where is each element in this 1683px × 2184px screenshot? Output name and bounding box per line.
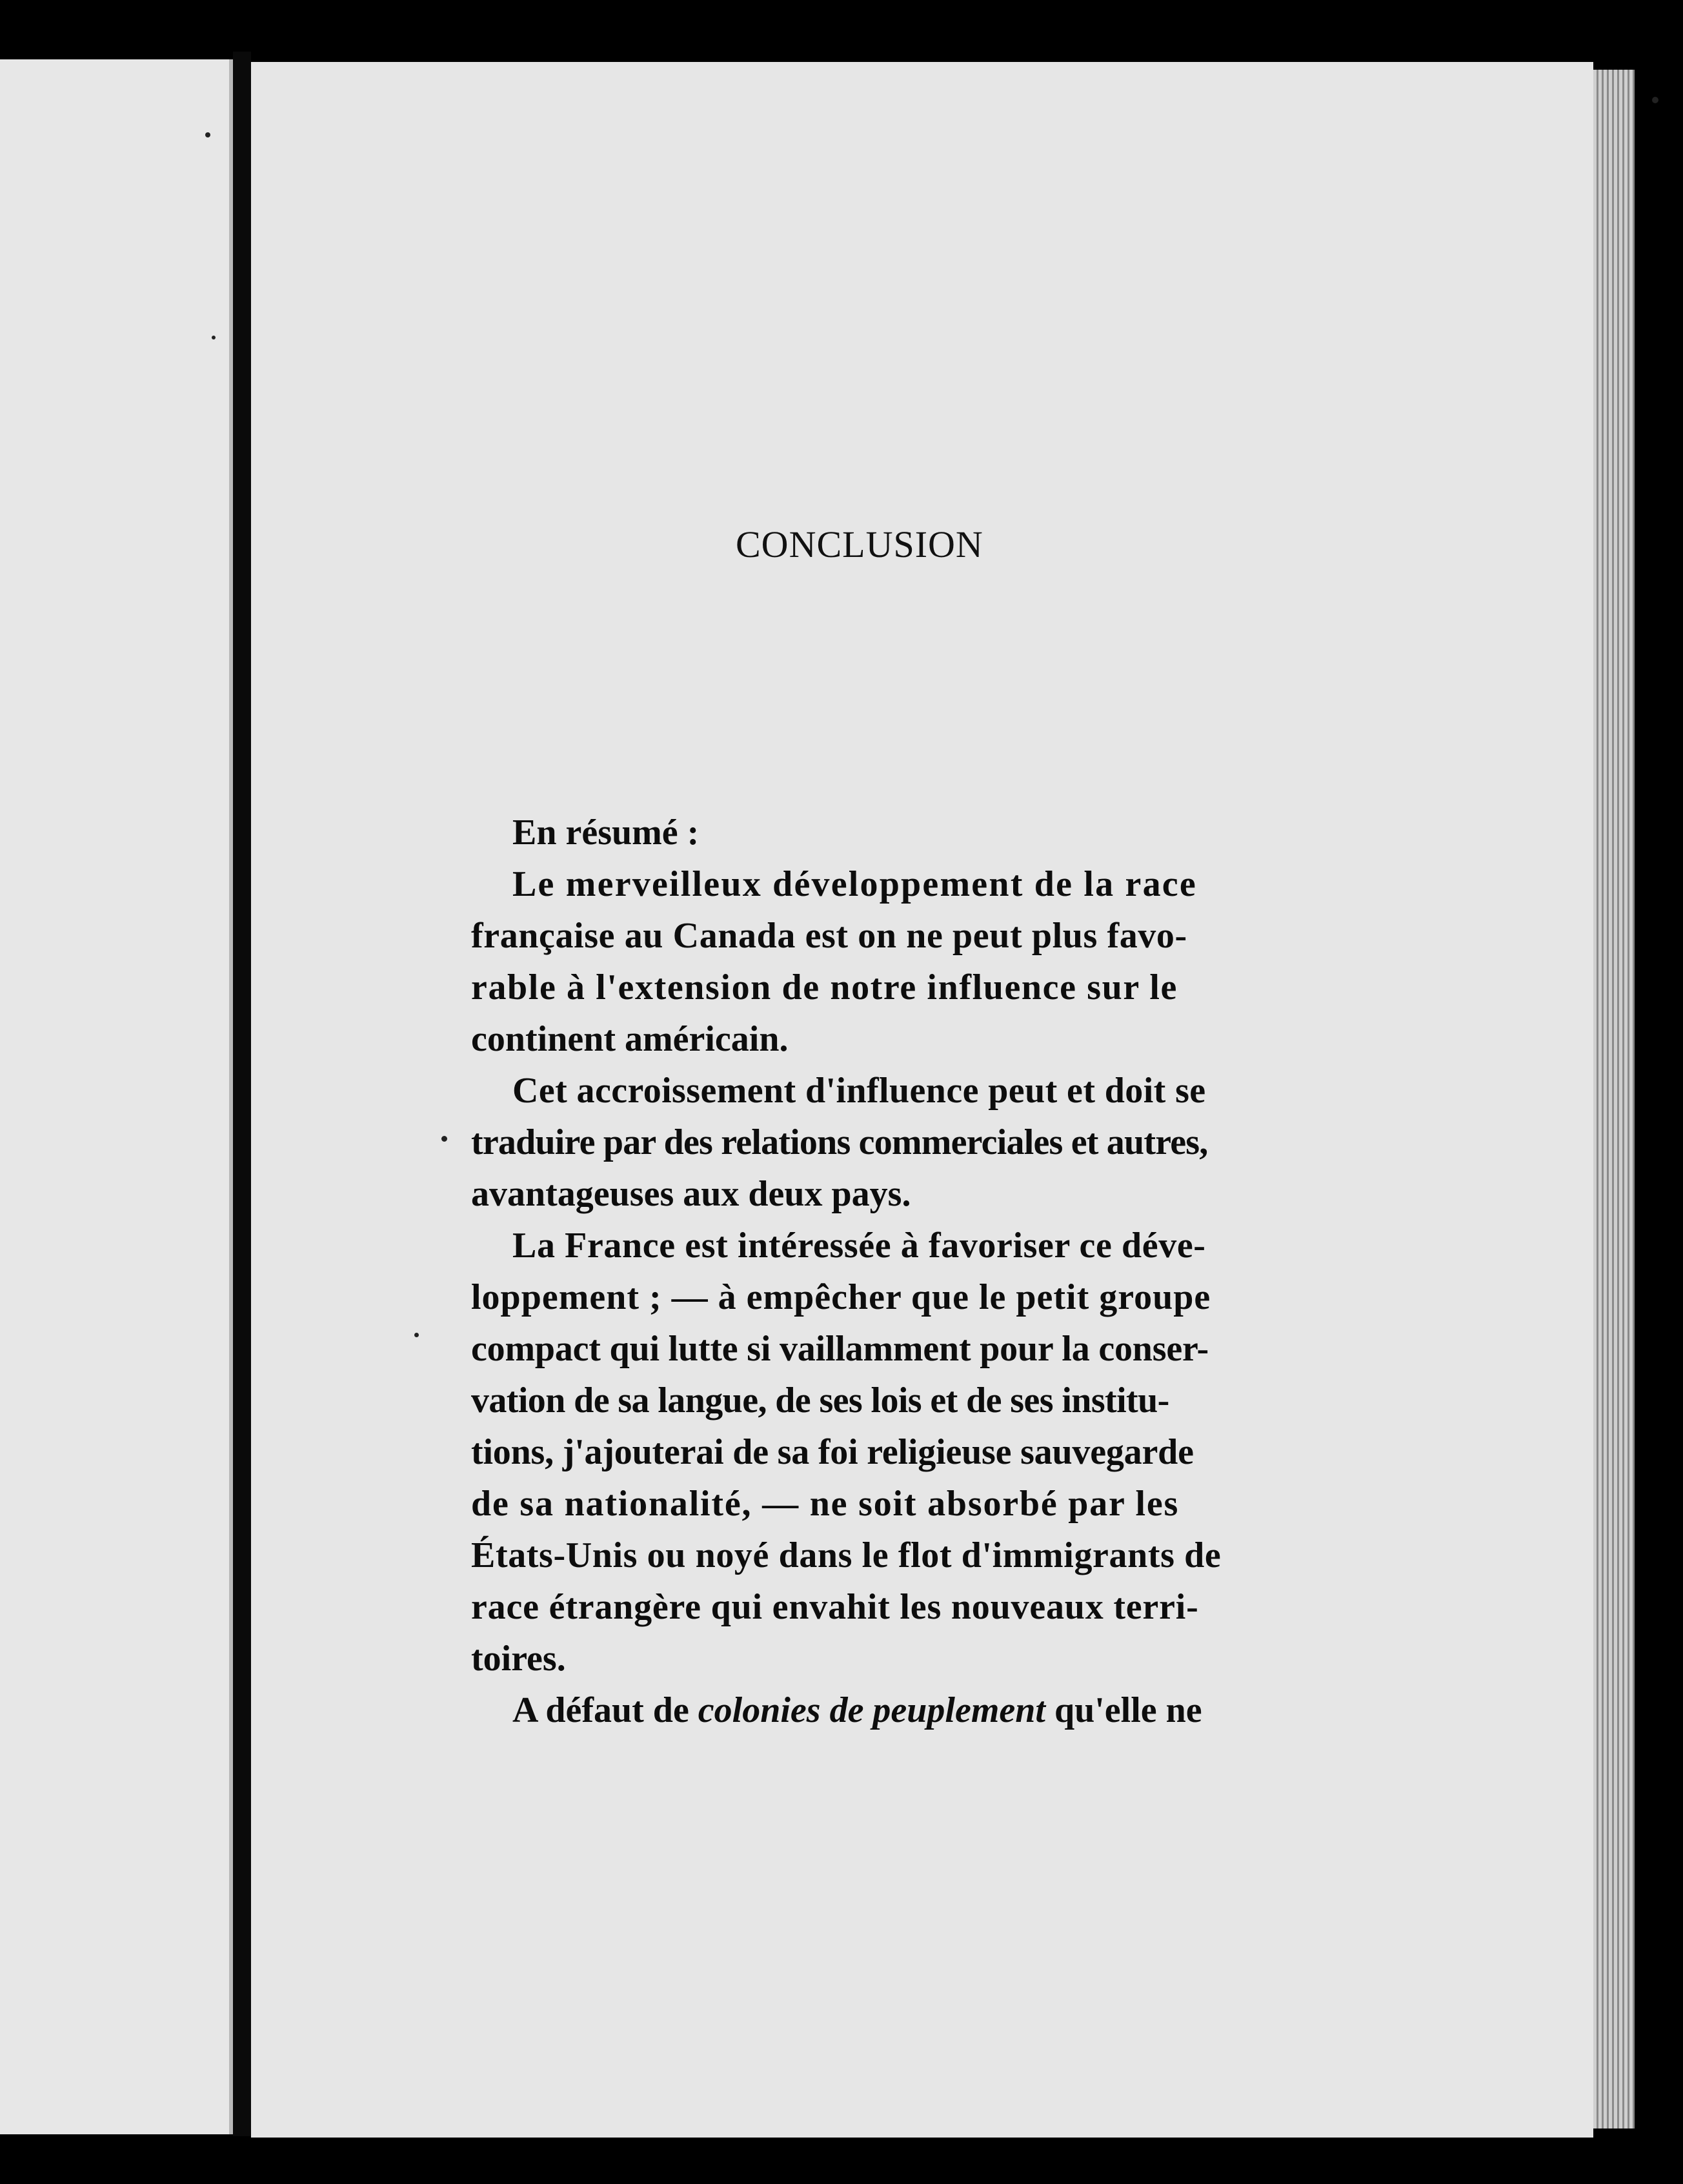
scan-speck — [441, 1136, 447, 1142]
text-line: Cet accroissement d'influence peut et doit se — [512, 1071, 1206, 1111]
text-line: loppement ; — à empêcher que le petit groupe — [471, 1277, 1211, 1317]
text-line: traduire par des relations commerciales et autres, — [471, 1122, 1208, 1162]
text-line: avantageuses aux deux pays. — [471, 1174, 911, 1214]
text-line: de sa nationalité, — ne soit absorbé par les — [471, 1484, 1180, 1524]
text-line: compact qui lutte si vaillamment pour la conser- — [471, 1329, 1209, 1369]
text-line: La France est intéressée à favoriser ce déve- — [512, 1226, 1206, 1266]
chapter-title: CONCLUSION — [736, 523, 983, 565]
text-line: toires. — [471, 1639, 566, 1679]
italic-segment: colonies de peuplement — [698, 1690, 1045, 1730]
text-line: Le merveilleux développement de la race — [512, 864, 1197, 904]
scan-speck — [1652, 97, 1658, 103]
body-text — [471, 807, 1305, 1736]
text-line: En résumé : — [512, 813, 700, 853]
text-line: États-Unis ou noyé dans le flot d'immigrants de — [471, 1535, 1222, 1575]
scan-speck — [205, 132, 210, 137]
facing-page — [0, 59, 229, 2134]
text-line: rable à l'extension de notre influence sur le — [471, 967, 1178, 1007]
text-line: continent américain. — [471, 1019, 789, 1059]
text-line: française au Canada est on ne peut plus favo- — [471, 916, 1187, 956]
text-line: race étrangère qui envahit les nouveaux terri- — [471, 1587, 1199, 1627]
page-edges — [1593, 70, 1635, 2128]
text-segment: A défaut de — [512, 1690, 689, 1730]
text-line: vation de sa langue, de ses lois et de ses institu- — [471, 1380, 1169, 1421]
scan-speck — [414, 1333, 419, 1337]
book-gutter — [233, 52, 251, 2136]
scan-speck — [212, 336, 216, 339]
text-segment: qu'elle ne — [1054, 1690, 1202, 1730]
text-line: tions, j'ajouterai de sa foi religieuse sauvegarde — [471, 1432, 1194, 1472]
text-line-last — [471, 1684, 1305, 1736]
